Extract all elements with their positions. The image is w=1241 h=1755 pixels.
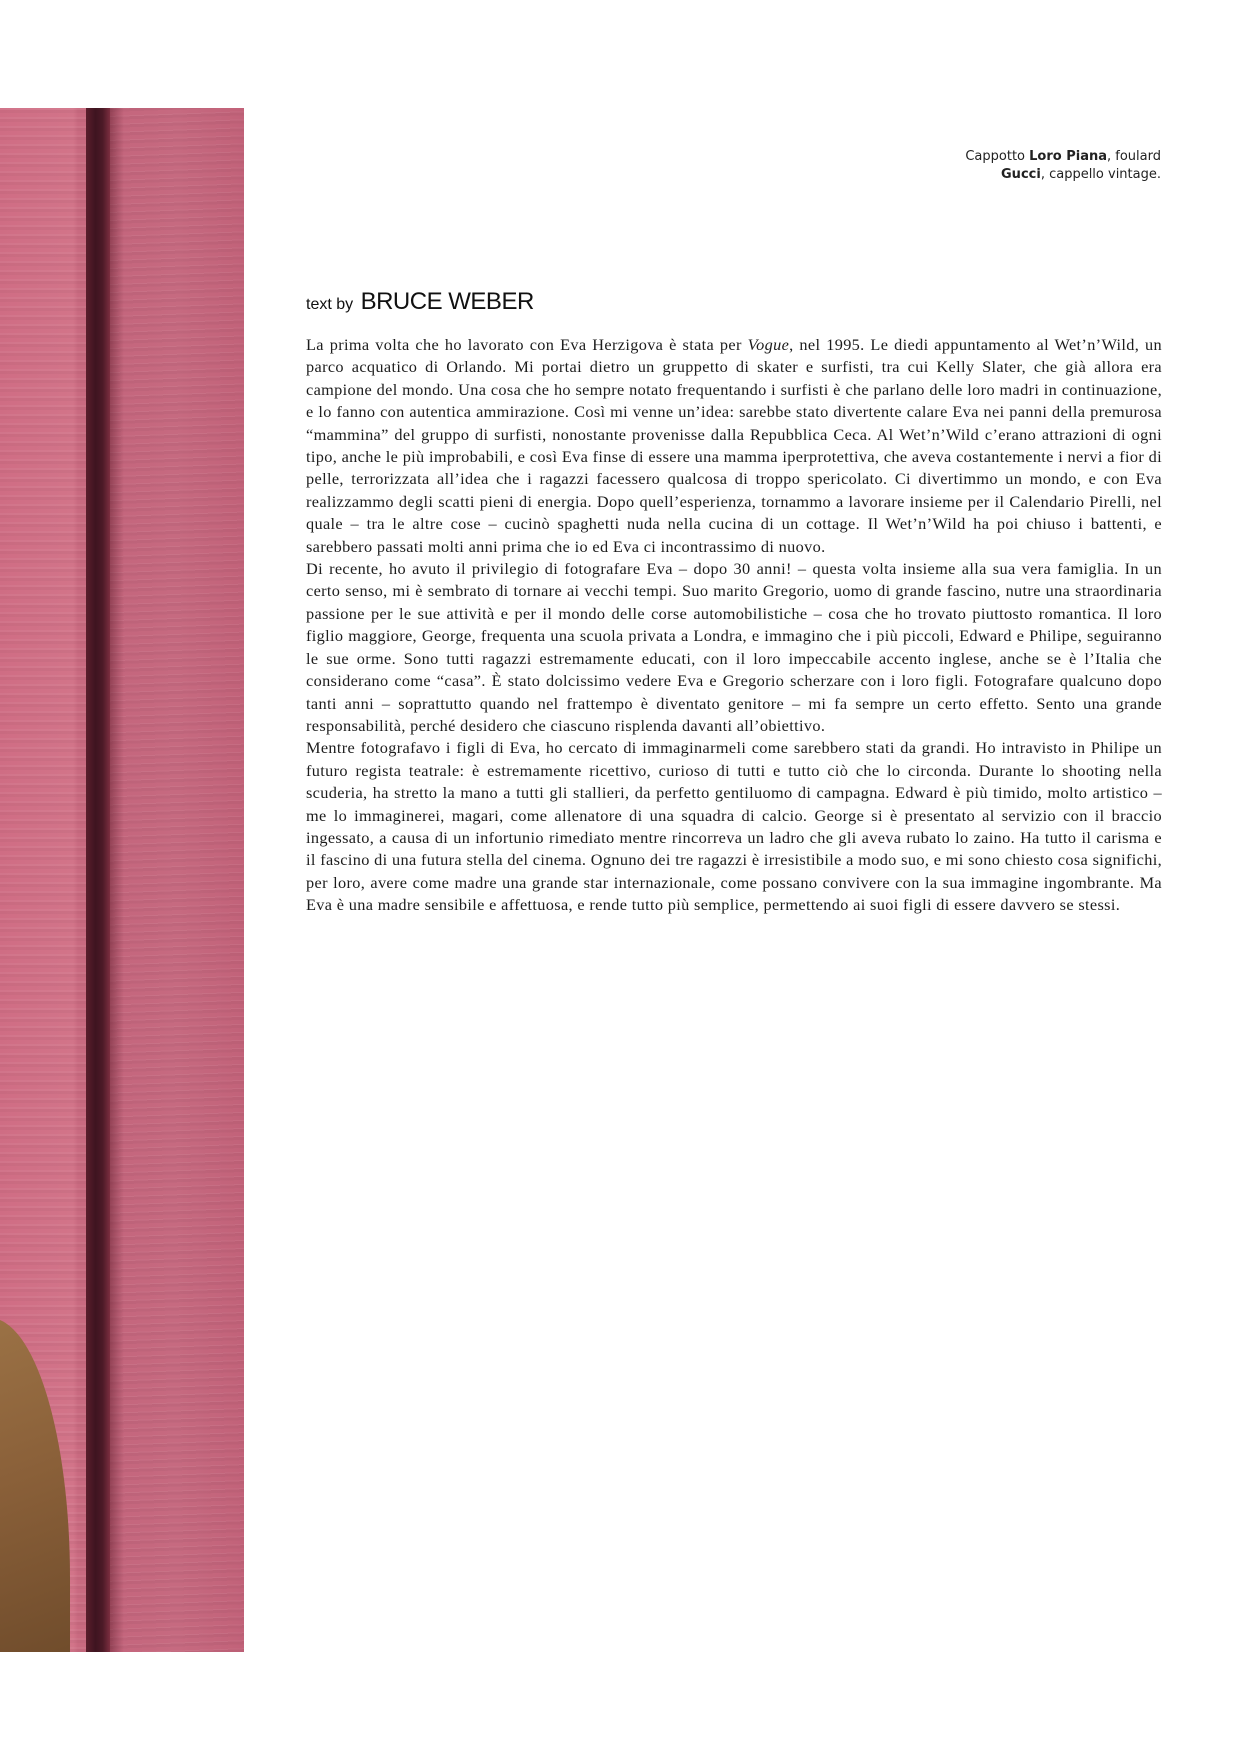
caption-text: , foulard bbox=[1107, 149, 1161, 164]
caption-text: Cappotto bbox=[965, 149, 1030, 164]
groove-shadow bbox=[110, 108, 124, 1652]
article-body bbox=[306, 334, 1162, 917]
paragraph-text: La prima volta che ho lavorato con Eva Herzigova è stata per bbox=[306, 335, 748, 354]
article-paragraph: Mentre fotografavo i figli di Eva, ho cercato di immaginarmeli come sarebbero stati da grandi. Ho intravisto in Philipe un futuro regista teatrale: è estremamente ricettivo, curioso di tutti e tutto ciò che lo circonda. Durante lo shooting nella scuderia, ha stretto la mano a tutti gli stallieri, da perfetto gentiluomo di campagna. Edward è più timido, molto artistico – me lo immaginerei, magari, come allenatore di una squadra di calcio. George si è presentato al servizio con il braccio ingessato, a causa di un infortunio rimediato mentre rincorreva un ladro che gli aveva rubato lo zaino. Ha tutto il carisma e il fascino di una futura stella del cinema. Ognuno dei tre ragazzi è irresistibile a modo suo, e mi sono chiesto cosa significhi, per loro, avere come madre una grande star internazionale, come possano convivere con la sua immagine ingombrante. Ma Eva è una madre sensibile e affettuosa, e rende tutto più semplice, permettendo ai suoi figli di essere davvero se stessi. bbox=[306, 738, 1162, 915]
author-byline bbox=[306, 288, 534, 316]
article-paragraph bbox=[306, 334, 1162, 558]
wall-groove bbox=[86, 108, 110, 1652]
magazine-title: Vogue bbox=[747, 335, 790, 354]
paragraph-text: , nel 1995. Le diedi appuntamento al Wet’n’Wild, un parco acquatico di Orlando. Mi portai dietro un gruppetto di skater e surfisti, tra cui Kelly Slater, che già allora era campione del mondo. Una cosa che ho sempre notato frequentando i surfisti è che parlano delle loro madri in continuazione, e lo fanno con autentica ammirazione. Così mi venne un’idea: sarebbe stato divertente calare Eva nei panni della premurosa “mammina” del gruppo di surfisti, nonostante provenisse dalla Repubblica Ceca. Al Wet’n’Wild c’erano attrazioni di ogni tipo, anche le più improbabili, e così Eva finse di essere una mamma iperprotettiva, che aveva costantemente i nervi a fior di pelle, terrorizzata all’idea che i ragazzi facessero qualcosa di troppo spericolato. Ci divertimmo un mondo, e con Eva realizzammo degli scatti pieni di energia. Dopo quell’esperienza, tornammo a lavorare insieme per il Calendario Pirelli, nel quale – tra le altre cose – cucinò spaghetti nuda nella cucina di un cottage. Il Wet’n’Wild ha poi chiuso i battenti, e sarebbero passati molti anni prima che io ed Eva ci incontrassimo di nuovo. bbox=[306, 335, 1162, 556]
byline-prefix: text by bbox=[306, 296, 354, 313]
caption-brand: Gucci bbox=[1001, 167, 1041, 182]
coat-shoulder bbox=[0, 1318, 70, 1652]
article-paragraph: Di recente, ho avuto il privilegio di fotografare Eva – dopo 30 anni! – questa volta insieme alla sua vera famiglia. In un certo senso, mi è sembrato di tornare ai vecchi tempi. Suo marito Gregorio, uomo di grande fascino, nutre una straordinaria passione per le sue attività e per il mondo delle corse automobilistiche – cosa che ho trovato piuttosto romantica. Il loro figlio maggiore, George, frequenta una scuola privata a Londra, e immagino che i più piccoli, Edward e Philipe, seguiranno le sue orme. Sono tutti ragazzi estremamente educati, con il loro impeccabile accento inglese, anche se è l’Italia che considerano come “casa”. È stato dolcissimo vedere Eva e Gregorio scherzare con i loro figli. Fotografare qualcuno dopo tanti anni – soprattutto quando nel frattempo è diventato genitore – mi fa sempre un certo effetto. Sento una grande responsabilità, perché desidero che ciascuno risplenda davanti all’obiettivo. bbox=[306, 559, 1162, 735]
photo-caption bbox=[841, 148, 1161, 184]
cover-photo-crop bbox=[0, 108, 244, 1652]
caption-text: , cappello vintage. bbox=[1040, 167, 1161, 182]
author-name: BRUCE WEBER bbox=[360, 288, 534, 315]
pink-wall-surface bbox=[108, 108, 244, 1652]
caption-brand: Loro Piana bbox=[1029, 149, 1108, 164]
